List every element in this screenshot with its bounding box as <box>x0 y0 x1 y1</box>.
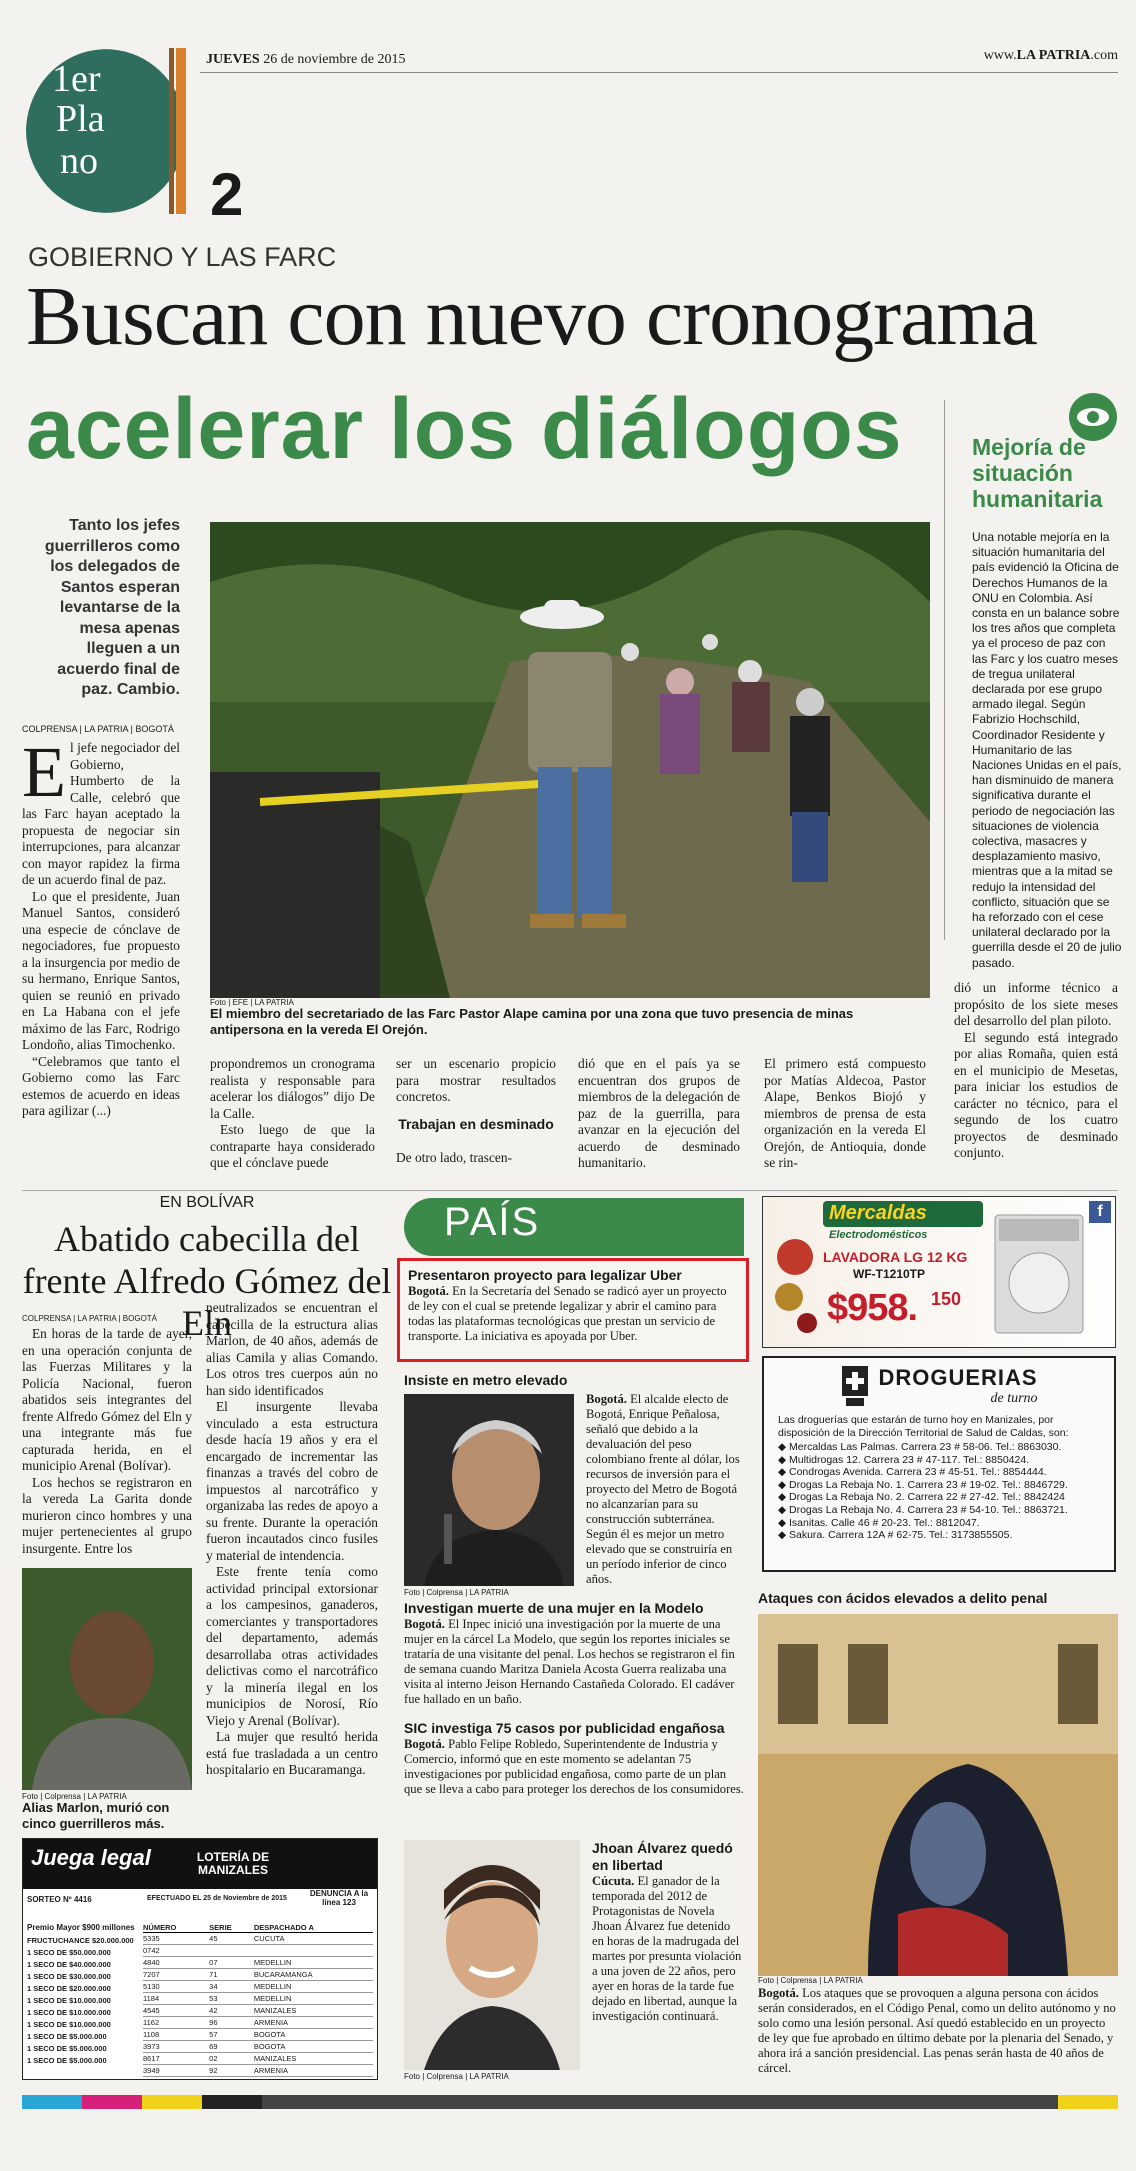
badge-line-3: no <box>60 140 98 182</box>
bolivar-photo-caption: Alias Marlon, murió con cinco guerrilleros más. <box>22 1800 170 1831</box>
lottery-cell: 1184 <box>143 1993 209 2005</box>
lottery-cell: BOGOTA <box>254 2029 373 2041</box>
mercaldas-model: WF-T1210TP <box>853 1267 926 1281</box>
lottery-cell: 42 <box>209 2005 254 2017</box>
uber-title: Presentaron proyecto para legalizar Uber <box>408 1267 682 1283</box>
lead-col6-p1: dió un informe técnico a propósito de los siete meses del desarrollo del plan piloto. <box>954 980 1118 1028</box>
modelo-title: Investigan muerte de una mujer en la Modelo <box>404 1600 704 1616</box>
premio-mayor: Premio Mayor $900 millones <box>27 1923 135 1932</box>
droguerias-title: DROGUERIAS <box>878 1365 1038 1390</box>
bolivar-col2-p2: El insurgente llevaba vinculado a esta estructura desde hacía 19 años y era el encargado de incrementar las finanzas a través del cobro de impuestos al narcotráfico y organizaba las redes de apoyo a su frente. Durante la operación fueron incautados cinco fusiles y material de intendencia. <box>206 1399 378 1563</box>
acid-text: Los ataques que se provoquen a alguna persona con ácidos serán considerados, en el Código Penal, como un delito autónomo y no solo como una lesión personal. Así quedó establecido en un proyecto de ley que fue aprobado en último debate por la plenaria del Senado, y ahora irá a sanción presidencial. Las penas serán hasta de 40 años de cárcel. <box>758 1986 1116 2075</box>
lottery-cell <box>209 1945 254 1957</box>
lottery-results <box>22 1838 378 2080</box>
lottery-cell: 5130 <box>143 1981 209 1993</box>
drogueria-text: Drogas La Rebaja No. 1. Carrera 23 # 19-02. Tel.: 8846729. <box>789 1478 1068 1491</box>
uber-place: Bogotá. <box>408 1284 449 1298</box>
pais-section-label: PAÍS <box>444 1200 541 1244</box>
lottery-denuncia: DENUNCIA A la línea 123 <box>309 1889 369 1907</box>
lottery-row <box>143 1945 373 1957</box>
prize-item: 1 SECO DE $20.000.000 <box>27 1984 111 1993</box>
washing-machine-icon <box>991 1211 1087 1337</box>
metro-body <box>586 1392 742 1587</box>
lottery-cell: 45 <box>209 1933 254 1945</box>
lottery-row <box>143 1933 373 1945</box>
lottery-cell: 53 <box>209 1993 254 2005</box>
drop-cap: E <box>22 732 66 812</box>
lottery-cell: 57 <box>209 2029 254 2041</box>
lottery-cell: 1162 <box>143 2017 209 2029</box>
drogueria-item <box>778 1441 1100 1454</box>
lead-col2-p1: propondremos un cronograma realista y responsable para acelerar los diálogos” dijo De la Calle. <box>210 1056 375 1121</box>
droguerias-intro: Las droguerías que estarán de turno hoy en Manizales, por disposición de la Dirección Territorial de Salud de Caldas, son: <box>778 1414 1069 1439</box>
diamond-bullet-icon: ◆ <box>778 1478 789 1491</box>
lottery-cell: 1108 <box>143 2029 209 2041</box>
mercaldas-price: $958. <box>827 1287 918 1329</box>
bolivar-credit: COLPRENSA | LA PATRIA | BOGOTÁ <box>22 1314 158 1323</box>
drogueria-item <box>778 1466 1100 1479</box>
lottery-logo: Juega legal <box>31 1845 151 1870</box>
lottery-cell: 96 <box>209 2017 254 2029</box>
bolivar-col2-p3: Este frente tenía como actividad principal extorsionar a los campesinos, ganaderos, comerciantes y transportadores del departamento, además desarrollaba otras actividades delictivas como el narcotráfico y la minería ilegal en los municipios de Norosí, Río Viejo y Arenal (Bolívar). <box>206 1564 378 1728</box>
lottery-cell: 5335 <box>143 1933 209 1945</box>
modelo-body: El Inpec inició una investigación por la muerte de una mujer en la cárcel La Modelo, que según los reportes iniciales se trataría de una visitante del penal. Los hechos se registraron el fin de semana cuando Maritza Daniela Acosta Guerra realizaba una visita al interno Jeison Hernando Castañeda Colorado. El cadáver fue hallado en un baño. <box>404 1617 735 1706</box>
lead-intro: Tanto los jefes guerrilleros como los delegados de Santos esperan levantarse de la mesa apenas lleguen a un acuerdo final de paz. Cambio. <box>44 517 180 698</box>
sorteo-label: SORTEO Nº <box>27 1895 72 1904</box>
drogueria-text: Sakura. Carrera 12A # 62-75. Tel.: 3173855505. <box>789 1529 1013 1542</box>
bolivar-column-2 <box>206 1300 378 1779</box>
sic-title: SIC investiga 75 casos por publicidad engañosa <box>404 1720 725 1736</box>
section-divider <box>22 1190 1118 1191</box>
bolivar-photo-credit: Foto | Colprensa | LA PATRIA <box>22 1792 127 1801</box>
sidebar-body: Una notable mejoría en la situación humanitaria del país evidenció la Oficina de Derechos Humanos de la ONU en Colombia. Así consta en un balance sobre los tres años que completa ya el proceso de paz con las Farc y los cuatro meses de tregua unilateral declarada por ese grupo armado ilegal. Según Fabrizio Hochschild, Coordinador Residente y Humanitario de las Naciones Unidas en el país, han disminuido de manera significativa durante el periodo de negociación las situaciones de violencia colectiva, masacres y desplazamiento masivo, mientras que a la mitad se redujo la intensidad del conflicto, situación que se ha reforzado con el cese unilateral declarado por la guerrilla desde el 20 de julio pasado. <box>972 530 1122 970</box>
prize-item: 1 SECO DE $40.000.000 <box>27 1960 111 1969</box>
lead-col1-p1: l jefe negociador del Gobierno, Humberto de la Calle, celebró que las Farc hayan aceptado la propuesta de negociar sin interrupciones, para alcanzar con mayor rapidez la firma de un acuerdo final de paz. <box>22 740 180 887</box>
lottery-brand: LOTERÍA DE MANIZALES <box>196 1850 270 1877</box>
diamond-bullet-icon: ◆ <box>778 1453 789 1466</box>
col-header-numero: NÚMERO <box>143 1923 209 1933</box>
lottery-row <box>143 1981 373 1993</box>
lottery-cell: 02 <box>209 2053 254 2065</box>
drogueria-item <box>778 1454 1100 1467</box>
lead-column-4: dió que en el país ya se encuentran dos grupos de miembros de la delegación de paz de la guerrilla, para avanzar en la ejecución del acuerdo de desminado humanitario. <box>578 1056 740 1170</box>
site-suffix: .com <box>1090 48 1118 63</box>
lead-photo-image <box>210 522 930 998</box>
lottery-row <box>143 2053 373 2065</box>
bolivar-col2-p1: neutralizados se encuentran el cabecilla de la estructura alias Marlon, de 40 años, además de alias Camila y alias Comando. Los otros tres cuerpos aún no han sido identificados <box>206 1300 378 1398</box>
ornament-icon <box>767 1227 823 1337</box>
lead-photo-caption: El miembro del secretariado de las Farc Pastor Alape camina por una zona que tuvo presencia de minas antipersona en la vereda El Orejón. <box>210 1006 854 1037</box>
lottery-cell: MANIZALES <box>254 2053 373 2065</box>
drogueria-text: Drogas La Rebaja No. 2. Carrera 22 # 27-42. Tel.: 8842424 <box>789 1491 1065 1504</box>
lead-headline-2: acelerar los diálogos <box>26 381 903 477</box>
lottery-cell: 07 <box>209 1957 254 1969</box>
lottery-row <box>143 1957 373 1969</box>
prize-item: 1 SECO DE $10.000.000 <box>27 2020 111 2029</box>
drogueria-item <box>778 1517 1100 1530</box>
bolivar-col1-p1: En horas de la tarde de ayer, en una operación conjunta de las Fuerzas Militares y la Policía Nacional, fueron abatidos seis integrantes del frente Alfredo Gómez del Eln y una integrante más fue capturada herida, en el municipio Arenal (Bolívar). <box>22 1326 192 1473</box>
bolivar-col2-p4: La mujer que resultó herida está fue trasladada a un centro hospitalario en Bucaramanga. <box>206 1729 378 1777</box>
acid-title: Ataques con ácidos elevados a delito penal <box>758 1590 1048 1606</box>
drogueria-item <box>778 1529 1100 1542</box>
lottery-date: EFECTUADO EL 25 de Noviembre de 2015 <box>147 1895 287 1902</box>
lottery-row <box>143 2041 373 2053</box>
lottery-cell: 34 <box>209 1981 254 1993</box>
jhoan-photo-credit: Foto | Colprensa | LA PATRIA <box>404 2072 509 2081</box>
sidebar-rule <box>944 400 945 940</box>
lottery-row <box>143 2065 373 2077</box>
lead-kicker: GOBIERNO Y LAS FARC <box>28 242 337 272</box>
lottery-cell: 69 <box>209 2041 254 2053</box>
lottery-cell: ARMENIA <box>254 2065 373 2077</box>
drogueria-item <box>778 1479 1100 1492</box>
uber-brief <box>397 1258 749 1362</box>
weekday: JUEVES <box>206 52 260 67</box>
lottery-row <box>143 2017 373 2029</box>
jhoan-photo <box>404 1840 580 2070</box>
sidebar-title: Mejoría de situación humanitaria <box>972 434 1103 512</box>
bolivar-headline: Abatido cabecilla del frente Alfredo Gómez del Eln <box>22 1219 392 1343</box>
bolivar-col1-p2: Los hechos se registraron en la vereda La Garita donde murieron cinco hombres y una mujer pertenecientes al grupo insurgente. Entre los <box>22 1474 192 1556</box>
lead-col6-p2: El segundo está integrado por alias Romaña, quien está en el municipio de Mesetas, para iniciar los estudios de carácter no técnico, para el segundo de los cuatro proyectos de desminado conjunto. <box>954 1029 1118 1160</box>
lead-credit: COLPRENSA | LA PATRIA | BOGOTÁ <box>22 724 174 734</box>
prize-item: 1 SECO DE $5.000.000 <box>27 2044 107 2053</box>
lead-column-6 <box>954 980 1118 1162</box>
diamond-bullet-icon: ◆ <box>778 1491 789 1504</box>
diamond-bullet-icon: ◆ <box>778 1529 789 1542</box>
jhoan-place: Cúcuta. <box>592 1874 635 1888</box>
metro-photo-credit: Foto | Colprensa | LA PATRIA <box>404 1588 509 1597</box>
metro-title: Insiste en metro elevado <box>404 1372 568 1388</box>
mortar-icon <box>840 1364 870 1408</box>
lottery-cell: 3973 <box>143 2041 209 2053</box>
metro-place: Bogotá. <box>586 1392 627 1406</box>
prize-list <box>27 1935 137 2067</box>
date-line <box>206 52 405 68</box>
acid-place: Bogotá. <box>758 1986 799 2000</box>
section-badge <box>26 48 186 214</box>
lottery-cell: 7207 <box>143 1969 209 1981</box>
mercaldas-sub: Electrodomésticos <box>829 1229 928 1241</box>
bolivar-kicker: EN BOLÍVAR <box>159 1194 255 1211</box>
mercaldas-product: LAVADORA LG 12 KG <box>823 1249 968 1265</box>
prize-item: 1 SECO DE $10.000.000 <box>27 1996 111 2005</box>
jhoan-body: El ganador de la temporada del 2012 de Protagonistas de Novela Jhoan Álvarez fue detenido en horas de la madrugada del martes por presunta violación a una joven de 22 años, pero ayer en horas de la tarde fue dejado en libertad, aunque la investigación continuará. <box>592 1874 742 2023</box>
drogueria-item <box>778 1504 1100 1517</box>
lead-subhead: Trabajan en desminado <box>398 1116 554 1132</box>
lottery-row <box>143 2029 373 2041</box>
sic-brief <box>404 1720 744 1797</box>
diamond-bullet-icon: ◆ <box>778 1466 789 1479</box>
jhoan-title: Jhoan Álvarez quedó en libertad <box>592 1840 733 1873</box>
lottery-row <box>143 1969 373 1981</box>
lottery-cell: MEDELLIN <box>254 1981 373 1993</box>
lead-column-5: El primero está compuesto por Matías Aldecoa, Pastor Alape, Benkos Biojó y miembros de prensa de esta organización en la vereda El Orejón, de Antioquia, donde se rin- <box>764 1056 926 1170</box>
lottery-cell <box>254 1945 373 1957</box>
lottery-cell: CUCUTA <box>254 1933 373 1945</box>
acid-photo <box>758 1614 1118 1976</box>
site-brand: LA PATRIA <box>1016 48 1091 63</box>
lead-col3-p2: De otro lado, trascen- <box>396 1150 513 1165</box>
droguerias-list <box>778 1441 1100 1542</box>
mercaldas-price-cents: 150 <box>931 1289 962 1309</box>
lead-photo <box>210 522 930 998</box>
col-header-serie: SERIE <box>209 1923 254 1933</box>
badge-line-1: 1er <box>52 58 101 100</box>
lead-column-3 <box>396 1056 556 1106</box>
lottery-cell: 4840 <box>143 1957 209 1969</box>
lead-col3-p1: ser un escenario propicio para mostrar resultados concretos. <box>396 1056 556 1104</box>
mercaldas-brand: Mercaldas <box>829 1202 927 1224</box>
diamond-bullet-icon: ◆ <box>778 1441 789 1453</box>
lead-col1-p2: Lo que el presidente, Juan Manuel Santos, consideró una especie de cónclave de negociadores, fue propuesto a la insurgencia por medio de su hermano, Enrique Santos, quien se reunió en privado en La Habana con el jefe máximo de las Farc, Rodrigo Londoño, alias Timochenko. <box>22 888 180 1052</box>
lead-column-2 <box>210 1056 375 1172</box>
prize-item: FRUCTUCHANCE $20.000.000 <box>27 1936 134 1945</box>
color-calibration-bar <box>22 2094 1118 2108</box>
lottery-cell: MEDELLIN <box>254 1993 373 2005</box>
metro-text: El alcalde electo de Bogotá, Enrique Peñalosa, señaló que debido a la devaluación del peso colombiano frente al dólar, los recursos de inversión para el proyecto del Metro de Bogotá no alcanzarían para su construcción subterránea. Según él es mejor un metro elevado que se construiría en un período inferior de cinco años. <box>586 1392 740 1586</box>
mercaldas-ad[interactable] <box>762 1196 1116 1348</box>
lottery-table <box>143 1923 373 2077</box>
lead-col2-p2: Esto luego de que la contraparte haya considerado que el cónclave puede <box>210 1122 375 1170</box>
lottery-cell: BUCARAMANGA <box>254 1969 373 1981</box>
metro-photo <box>404 1394 574 1586</box>
header-rule <box>200 72 1118 73</box>
jhoan-brief <box>592 1840 744 2024</box>
lottery-cell: BOGOTA <box>254 2041 373 2053</box>
drogueria-text: Multidrogas 12. Carrera 23 # 47-117. Tel.: 8850424. <box>789 1453 1030 1466</box>
droguerias-subtitle: de turno <box>990 1391 1038 1406</box>
page-number: 2 <box>210 161 244 228</box>
lottery-cell: MEDELLIN <box>254 1957 373 1969</box>
bolivar-column-1 <box>22 1326 192 1557</box>
droguerias-ad <box>762 1356 1116 1572</box>
lottery-cell: 4545 <box>143 2005 209 2017</box>
lottery-cell: 3949 <box>143 2065 209 2077</box>
site-url[interactable] <box>984 48 1118 64</box>
prize-item: 1 SECO DE $5.000.000 <box>27 2056 107 2065</box>
bolivar-photo <box>22 1568 192 1790</box>
drogueria-text: Condrogas Avenida. Carrera 23 # 45-51. Tel.: 8854444. <box>789 1466 1047 1479</box>
modelo-brief <box>404 1600 744 1707</box>
sorteo-number: 4416 <box>73 1895 92 1904</box>
lead-headline-1: Buscan con nuevo cronograma <box>26 270 1037 363</box>
sic-place: Bogotá. <box>404 1737 445 1751</box>
date: 26 de noviembre de 2015 <box>263 52 406 67</box>
prize-item: 1 SECO DE $5.000.000 <box>27 2032 107 2041</box>
modelo-place: Bogotá. <box>404 1617 445 1631</box>
lottery-cell: 8617 <box>143 2053 209 2065</box>
uber-body: En la Secretaría del Senado se radicó ayer un proyecto de ley con el cual se pretende legalizar y abrir el camino para todas las plataformas tecnológicas que prestan un servicio de transporte. La iniciativa es apoyada por Uber. <box>408 1284 727 1343</box>
diamond-bullet-icon: ◆ <box>778 1516 789 1529</box>
badge-graphic <box>26 48 186 214</box>
prize-item: 1 SECO DE $50.000.000 <box>27 1948 111 1957</box>
prize-item: 1 SECO DE $10.000.000 <box>27 2008 111 2017</box>
lottery-cell: ARMENIA <box>254 2017 373 2029</box>
prize-item: 1 SECO DE $30.000.000 <box>27 1972 111 1981</box>
lottery-row <box>143 2005 373 2017</box>
badge-line-2: Pla <box>56 98 105 140</box>
drogueria-text: Mercaldas Las Palmas. Carrera 23 # 58-06. Tel.: 8863030. <box>789 1441 1062 1453</box>
drogueria-text: Drogas La Rebaja No. 4. Carrera 23 # 54-10. Tel.: 8863721. <box>789 1503 1068 1516</box>
site-prefix: www. <box>983 48 1017 63</box>
drogueria-item <box>778 1491 1100 1504</box>
diamond-bullet-icon: ◆ <box>778 1503 789 1516</box>
acid-body <box>758 1986 1118 2076</box>
facebook-icon[interactable]: f <box>1089 1201 1111 1223</box>
lead-col1-p3: “Celebramos que tanto el Gobierno como las Farc estemos de acuerdo en ideas para agilizar (...) <box>22 1053 180 1118</box>
lottery-cell: 71 <box>209 1969 254 1981</box>
lottery-row <box>143 1993 373 2005</box>
acid-photo-credit: Foto | Colprensa | LA PATRIA <box>758 1976 863 1985</box>
lead-column-1 <box>22 732 180 1120</box>
lottery-cell: 92 <box>209 2065 254 2077</box>
drogueria-text: Isanitas. Calle 46 # 20-23. Tel.: 8812047. <box>789 1516 980 1529</box>
col-header-despachado: DESPACHADO A <box>254 1923 373 1933</box>
sic-body: Pablo Felipe Robledo, Superintendente de Industria y Comercio, informó que en este momento se adelantan 75 investigaciones por publicidad engañosa, como parte de un plan que se lleva a cabo para proteger los derechos de los consumidores. <box>404 1737 744 1796</box>
lottery-cell: 0742 <box>143 1945 209 1957</box>
lead-photo-credit: Foto | EFE | LA PATRIA <box>210 998 294 1007</box>
lottery-cell: MANIZALES <box>254 2005 373 2017</box>
